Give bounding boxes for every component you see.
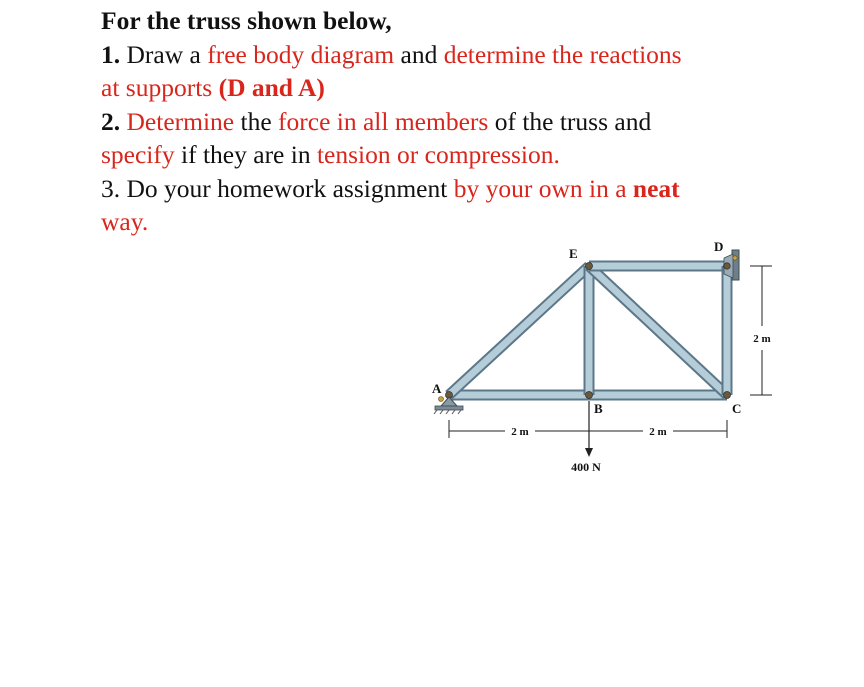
task-2-highlight-tension: tension or compression.: [316, 140, 560, 169]
dimension-height: 2 m: [753, 333, 771, 345]
dimension-right-span: 2 m: [649, 426, 667, 438]
problem-heading: For the truss shown below,: [101, 6, 392, 35]
task-2-highlight-specify: specify: [101, 140, 175, 169]
task-2-highlight-determine: Determine: [120, 106, 235, 136]
vertical-dimension: [750, 266, 772, 395]
label-C: C: [732, 401, 742, 416]
truss-members: [449, 266, 727, 395]
task-1-supports-names: (D and A): [218, 73, 325, 102]
task-2-number: 2.: [101, 106, 121, 136]
task-2-text-b: of the truss and: [488, 106, 652, 136]
task-3-highlight-way: way.: [101, 207, 149, 236]
label-B: B: [594, 401, 603, 416]
joint-E: [586, 263, 593, 270]
dimension-left-span: 2 m: [511, 426, 529, 438]
task-1-number: 1.: [101, 39, 121, 69]
task-3-text: 3. Do your homework assignment: [101, 173, 454, 203]
joint-C: [724, 392, 731, 399]
task-1-text-a: Draw a: [120, 39, 208, 69]
label-E: E: [569, 246, 578, 261]
label-A: A: [432, 381, 442, 396]
task-1-highlight-reactions: determine the reactions: [443, 39, 682, 69]
task-3-highlight-neat: neat: [632, 173, 680, 203]
member-EC: [589, 266, 727, 395]
task-2-highlight-force: force in all members: [278, 106, 489, 136]
joint-B: [586, 392, 593, 399]
horizontal-dimension: [449, 420, 727, 438]
task-1-text-b: and: [394, 39, 444, 69]
label-D: D: [714, 239, 724, 254]
task-1-highlight-fbd: free body diagram: [207, 39, 395, 69]
member-AE: [449, 266, 589, 395]
task-2-text-c: if they are in: [174, 140, 317, 169]
task-1-highlight-supports: at supports: [101, 73, 219, 102]
task-2-text-a: the: [234, 106, 279, 136]
load-value: 400 N: [571, 460, 601, 474]
task-3-highlight-own: by your own in a: [453, 173, 633, 203]
